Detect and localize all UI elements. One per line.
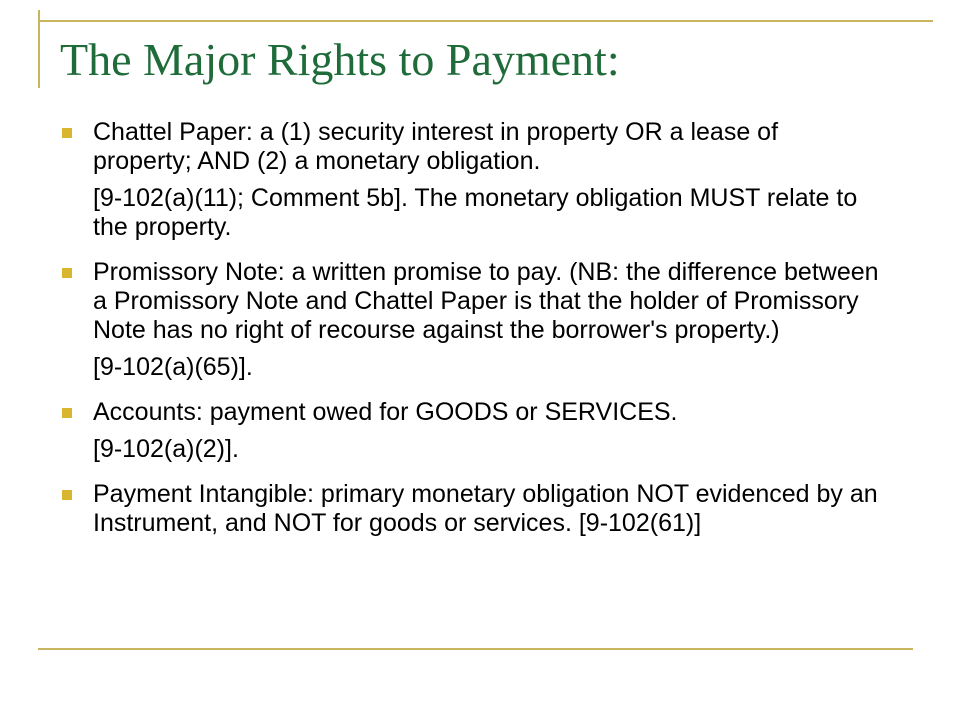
square-bullet-icon [62, 408, 72, 418]
bullet-chattel-paper [0, 118, 960, 242]
bullet-citation: [9-102(a)(11); Comment 5b]. The monetary obligation MUST relate to the property. [93, 184, 858, 241]
bullet-payment-intangible [0, 480, 960, 538]
bullet-promissory-note [0, 258, 960, 382]
bullet-citation: [9-102(a)(65)]. [93, 353, 253, 381]
footer-divider-line [38, 648, 913, 650]
bullet-citation: [9-102(a)(2)]. [93, 435, 239, 463]
square-bullet-icon [62, 128, 72, 138]
bullet-accounts [0, 398, 960, 464]
bullet-text: Payment Intangible: primary monetary obligation NOT evidenced by an Instrument, and NOT for goods or services. [9-102(61)] [93, 480, 878, 537]
bullet-text: Promissory Note: a written promise to pay. (NB: the difference between a Promissory Note and Chattel Paper is that the holder of Promissory Note has no right of recourse against the borrower's property.) [93, 258, 879, 344]
slide-title: The Major Rights to Payment: [60, 34, 620, 85]
bullet-list [0, 118, 960, 554]
square-bullet-icon [62, 490, 72, 500]
square-bullet-icon [62, 268, 72, 278]
bullet-text: Accounts: payment owed for GOODS or SERVICES. [93, 398, 678, 426]
title-frame-top-line [38, 20, 933, 22]
bullet-text: Chattel Paper: a (1) security interest in property OR a lease of property; AND (2) a monetary obligation. [93, 118, 779, 175]
